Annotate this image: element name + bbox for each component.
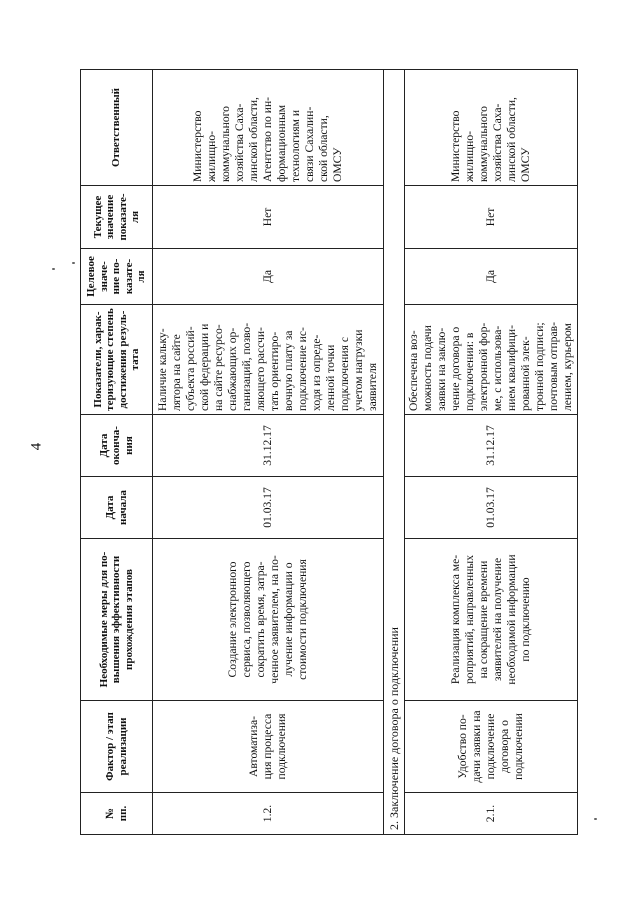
stage-row [384,70,405,835]
row-start-date: 01.03.17 [405,477,578,539]
text-line: лучение информации о [282,562,295,677]
text-line: ния [122,436,135,455]
text-line: жилищно- [463,131,476,182]
text-line: сократить время, затра- [254,561,267,678]
text-line: необходимой информации [505,554,518,685]
text-line: субъекта россий- [184,326,197,411]
text-line: ция процесса [261,713,274,780]
text-line: хозяйства Саха- [491,103,504,182]
header-factor [81,701,153,793]
header-num [81,793,153,835]
row-num: 2.1. [405,793,578,835]
text-line: ля [135,270,148,283]
text-line: вочную плату за [282,330,295,411]
text-line: подключении [512,713,525,780]
text-line: ской области, [317,115,330,182]
text-line: Реализация комплекса ме- [449,554,462,685]
text-line: ленной точки [324,344,337,411]
text-line: на сокращение времени [477,560,490,679]
text-line: ние по- [110,258,123,295]
header-target-value [81,249,153,305]
text-line: Автоматиза- [247,716,260,778]
text-line: лятора на сайте [170,334,183,411]
text-line: хозяйства Саха- [233,103,246,182]
text-line: прохождения этапов [122,569,135,670]
text-line: коммунального [477,106,490,182]
header-responsible [81,70,153,186]
text-line: рованной элек- [519,336,532,411]
text-line: Удобство по- [456,714,469,779]
row-num: 1.2. [153,793,384,835]
text-line: связи Сахалин- [303,106,316,182]
table-row [153,70,384,835]
row-current-value: Нет [153,186,384,249]
measures-table [80,69,578,835]
row-start-date: 01.03.17 [153,477,384,539]
text-line: ОМСУ [331,147,344,182]
text-line: достижения резуль- [116,310,129,409]
text-line: роприятий, направленных [463,555,476,684]
text-line: нием квалифици- [505,325,518,411]
row-measures [153,539,384,701]
text-line: договора о [498,720,511,773]
text-line: почтовым отправ- [547,322,560,411]
row-responsible [153,70,384,186]
header-end-date [81,415,153,477]
text-line: ганизаций, позво- [240,322,253,411]
text-line: заявителя [366,362,379,411]
text-line: значение [104,194,116,240]
text-line: подключения [275,713,288,780]
text-line: можность подачи [421,325,434,411]
text-line: ходя из опреде- [310,334,323,411]
text-line: оконча- [110,426,123,465]
text-line: тронной подписи; [533,322,546,411]
text-line: Ответственный [110,87,123,168]
text-line: Создание электронного [226,561,239,678]
text-line: учетом нагрузки [352,329,365,411]
text-line: ОМСУ [519,147,532,182]
table-row [405,70,578,835]
text-line: Показатели, харак- [91,311,104,408]
text-line: стоимости подключения [296,559,309,680]
text-line: подключения с [338,337,351,411]
text-line: жилищно- [205,131,218,182]
text-line: пп. [116,805,129,822]
text-line: Дата [104,495,116,520]
header-row [81,70,153,835]
text-line: формационным [275,104,288,182]
text-line: подключение ис- [296,327,309,411]
text-line: Обеспечена воз- [407,330,420,411]
row-indicator [405,305,578,415]
text-line: ляющего рассчи- [254,327,267,411]
row-target-value: Да [405,249,578,305]
text-line: электронной фор- [477,322,490,411]
text-line: на сайте ресурсо- [212,324,225,411]
row-measures [405,539,578,701]
row-end-date: 31.12.17 [405,415,578,477]
text-line: лением, курьером [561,323,574,411]
text-line: № [104,807,116,820]
text-line: коммунального [219,106,232,182]
text-line: Фактор / этап [104,712,116,781]
text-line: технологиям и [289,109,302,182]
text-line: линской области, [505,97,518,182]
text-line: чение договора о [449,326,462,411]
text-line: начала [116,490,129,525]
text-line: Текущее [91,195,104,239]
row-factor [153,701,384,793]
text-line: Агентство по ин- [261,96,274,182]
header-current-value [81,186,153,249]
text-line: линской области, [247,97,260,182]
header-start-date [81,477,153,539]
text-line: теризующие степень [104,308,116,411]
row-factor [405,701,578,793]
text-line: подключении: в [463,332,476,411]
text-line: реализации [116,717,129,776]
text-line: сервиса, позволяющего [240,561,253,678]
text-line: Наличие кальку- [156,328,169,411]
text-line: ме, с использова- [491,325,504,411]
text-line: Целевое [85,256,98,297]
row-current-value: Нет [405,186,578,249]
text-line: заявки на заклю- [435,327,448,411]
page-number: 4 [28,442,45,451]
text-line: значе- [97,261,110,292]
text-line: Министерство [191,110,204,182]
row-target-value: Да [153,249,384,305]
row-end-date: 31.12.17 [153,415,384,477]
text-line: снабжающих ор- [226,327,239,411]
scan-speck [72,262,75,264]
scan-speck [594,818,597,820]
text-line: Необходимые меры для по- [97,551,110,688]
text-line: ченное заявителем, на по- [268,555,281,684]
row-indicator [153,305,384,415]
scan-speck [52,268,55,270]
text-line: ской федерации и [198,323,211,411]
text-line: заявителей на получение [491,557,504,682]
text-line: Министерство [449,110,462,182]
text-line: ля [129,210,141,224]
header-indicator [81,305,153,415]
row-responsible [405,70,578,186]
stage-title: 2. Заключение договора о подключении [384,70,405,835]
text-line: дачи заявки на [470,710,483,783]
text-line: Дата [97,433,110,458]
header-measures [81,539,153,701]
text-line: казате- [122,258,135,295]
text-line: тать ориентиро- [268,331,281,411]
text-line: тата [129,348,141,371]
text-line: вышения эффективности [110,555,123,684]
text-line: показате- [116,193,129,241]
text-line: подключение [484,713,497,780]
rotated-table-wrapper [80,70,580,835]
text-line: по подключению [519,577,532,662]
